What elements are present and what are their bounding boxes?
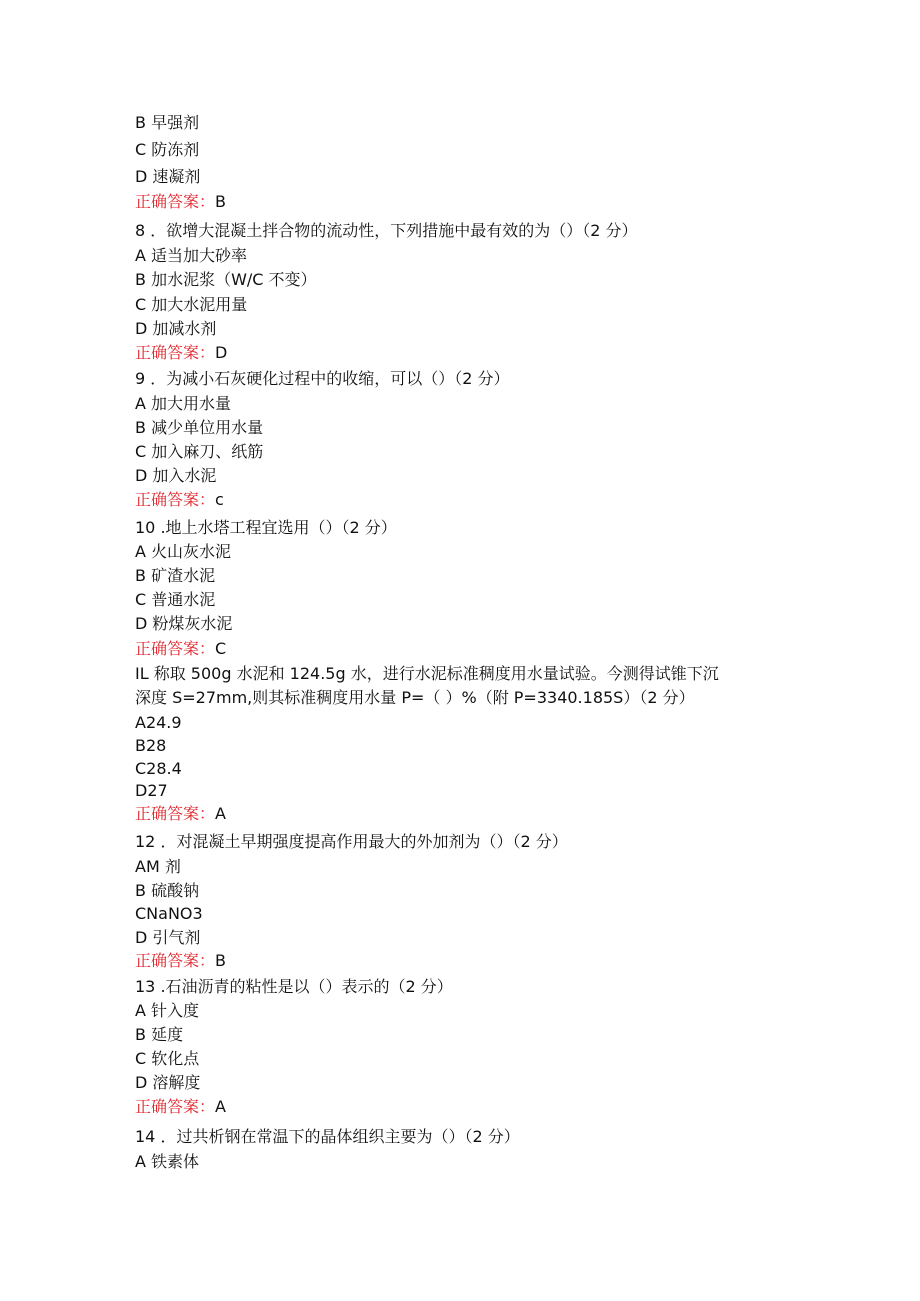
answer-value: A (215, 804, 226, 823)
answer-option: AM 剂 (135, 857, 181, 876)
answer-option: D 加减水剂 (135, 319, 217, 338)
answer-value: C (215, 639, 227, 658)
correct-answer (135, 343, 227, 363)
question-text: 深度 S=27mm,则其标准稠度用水量 P=（ ）%（附 P=3340.185S）（2 分） (135, 688, 695, 707)
answer-option: A 适当加大砂率 (135, 246, 248, 265)
answer-value: c (215, 490, 224, 509)
answer-option: A 火山灰水泥 (135, 542, 232, 561)
answer-label: 正确答案： (135, 951, 216, 970)
answer-option: A 加大用水量 (135, 394, 232, 413)
answer-option: B 硫酸钠 (135, 881, 200, 900)
correct-answer (135, 490, 224, 510)
correct-answer (135, 639, 226, 659)
answer-option: B 早强剂 (135, 113, 200, 132)
answer-label: 正确答案： (135, 639, 216, 658)
answer-value: A (215, 1097, 226, 1116)
correct-answer (135, 804, 226, 824)
answer-label: 正确答案： (135, 490, 216, 509)
question-text: IL 称取 500g 水泥和 124.5g 水，进行水泥标准稠度用水量试验。今测得试锥下沉 (135, 664, 719, 683)
answer-option: D 引气剂 (135, 928, 201, 947)
answer-option: A 针入度 (135, 1001, 200, 1020)
question-text: 13 .石油沥青的粘性是以（）表示的（2 分） (135, 977, 453, 996)
correct-answer (135, 192, 226, 212)
answer-option: B 减少单位用水量 (135, 418, 264, 437)
answer-value: B (215, 951, 226, 970)
answer-value: B (215, 192, 226, 211)
question-text: 8 ．欲增大混凝土拌合物的流动性，下列措施中最有效的为（）（2 分） (135, 221, 638, 240)
answer-option: B 延度 (135, 1025, 184, 1044)
answer-option: CNaNO3 (135, 904, 203, 923)
correct-answer (135, 951, 226, 971)
answer-option: C 防冻剂 (135, 140, 200, 159)
answer-option: C 加入麻刀、纸筋 (135, 442, 264, 461)
answer-label: 正确答案： (135, 804, 216, 823)
answer-option: A24.9 (135, 713, 182, 732)
answer-option: D 速凝剂 (135, 167, 201, 186)
answer-option: A 铁素体 (135, 1152, 200, 1171)
correct-answer (135, 1097, 226, 1117)
answer-option: B 矿渣水泥 (135, 566, 216, 585)
answer-option: D27 (135, 781, 168, 800)
question-text: 10 .地上水塔工程宜选用（）（2 分） (135, 518, 397, 537)
answer-option: D 溶解度 (135, 1073, 201, 1092)
answer-value: D (215, 343, 228, 362)
answer-label: 正确答案： (135, 343, 216, 362)
answer-option: C28.4 (135, 759, 182, 778)
answer-option: C 加大水泥用量 (135, 295, 248, 314)
answer-label: 正确答案： (135, 192, 216, 211)
answer-option: D 加入水泥 (135, 466, 217, 485)
question-text: 9 ．为减小石灰硬化过程中的收缩，可以（）（2 分） (135, 369, 510, 388)
question-text: 14 ．过共析钢在常温下的晶体组织主要为（）（2 分） (135, 1127, 520, 1146)
answer-option: B 加水泥浆（W/C 不变） (135, 270, 317, 289)
answer-option: B28 (135, 736, 167, 755)
answer-option: D 粉煤灰水泥 (135, 614, 233, 633)
answer-label: 正确答案： (135, 1097, 216, 1116)
answer-option: C 软化点 (135, 1049, 200, 1068)
answer-option: C 普通水泥 (135, 590, 216, 609)
question-text: 12 ．对混凝土早期强度提高作用最大的外加剂为（）（2 分） (135, 832, 568, 851)
